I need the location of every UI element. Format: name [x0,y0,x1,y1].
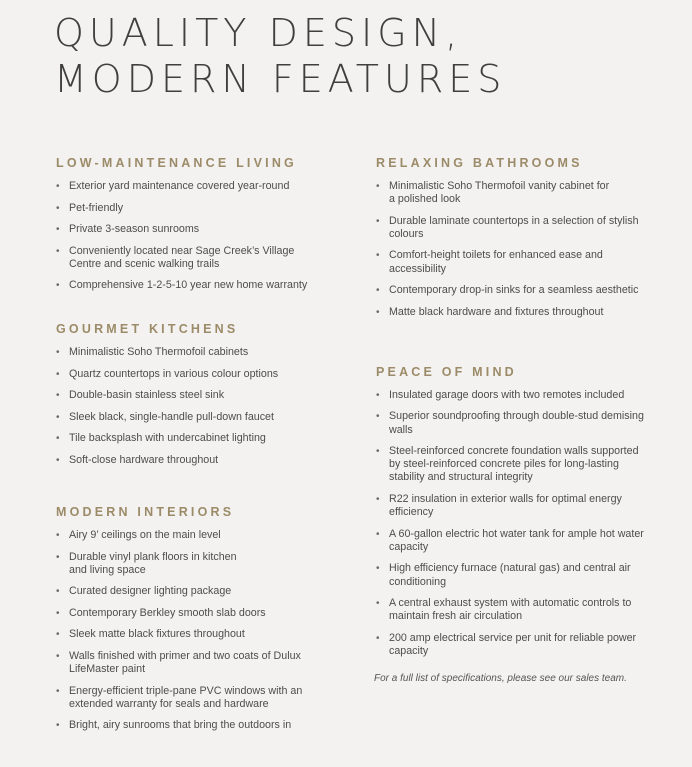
list-item: • Sleek matte black fixtures throughout [54,628,329,641]
feature-list [54,529,329,732]
footnote: For a full list of specifications, please see our sales team. [374,673,627,685]
section-low-maintenance [54,156,329,292]
page-title [54,10,506,102]
title-line-2: MODERN FEATURES [54,57,507,101]
list-item: • Tile backsplash with undercabinet lighting [54,432,329,445]
list-item: • 200 amp electrical service per unit for reliable power capacity [374,632,649,658]
list-item: • Durable vinyl plank floors in kitchen and living space [54,551,254,577]
list-item: • Pet-friendly [54,202,329,215]
feature-list [374,389,649,658]
list-item: • Curated designer lighting package [54,585,329,598]
list-item: • Minimalistic Soho Thermofoil cabinets [54,346,329,359]
list-item: • Durable laminate countertops in a selection of stylish colours [374,215,649,241]
list-item: • Energy-efficient triple-pane PVC windows with an extended warranty for seals and hardware [54,685,329,711]
list-item: • A 60-gallon electric hot water tank for ample hot water capacity [374,528,649,554]
list-item: • Soft-close hardware throughout [54,454,329,467]
list-item: • Bright, airy sunrooms that bring the outdoors in [54,719,329,732]
section-heading: LOW-MAINTENANCE LIVING [56,156,297,170]
list-item: • R22 insulation in exterior walls for optimal energy efficiency [374,493,649,519]
list-item: • Double-basin stainless steel sink [54,389,329,402]
list-item: • Minimalistic Soho Thermofoil vanity cabinet for a polished look [374,180,614,206]
left-column [54,156,329,758]
list-item: • Airy 9’ ceilings on the main level [54,529,329,542]
list-item: • A central exhaust system with automatic controls to maintain fresh air circulation [374,597,649,623]
list-item: • Matte black hardware and fixtures throughout [374,306,649,319]
section-heading: RELAXING BATHROOMS [376,156,583,170]
list-item: • Walls finished with primer and two coats of Dulux LifeMaster paint [54,650,329,676]
section-heading: MODERN INTERIORS [56,505,235,520]
feature-list [54,346,329,467]
list-item: • High efficiency furnace (natural gas) and central air conditioning [374,562,649,588]
list-item: • Conveniently located near Sage Creek’s Village Centre and scenic walking trails [54,245,329,271]
section-peace-of-mind [374,365,649,685]
list-item: • Sleek black, single-handle pull-down faucet [54,411,329,424]
title-line-1: QUALITY DESIGN, [54,11,463,55]
list-item: • Private 3-season sunrooms [54,223,329,236]
feature-list [54,180,329,292]
section-gourmet-kitchens [54,322,329,467]
list-item: • Comfort-height toilets for enhanced ease and accessibility [374,249,649,275]
list-item: • Superior soundproofing through double-stud demising walls [374,410,649,436]
list-item: • Comprehensive 1-2-5-10 year new home warranty [54,279,329,292]
list-item: • Insulated garage doors with two remotes included [374,389,649,402]
section-heading: GOURMET KITCHENS [56,322,239,337]
section-heading: PEACE OF MIND [376,364,517,379]
section-modern-interiors [54,505,329,732]
list-item: • Quartz countertops in various colour options [54,368,329,381]
list-item: • Contemporary drop-in sinks for a seamless aesthetic [374,284,649,297]
right-column [374,156,649,711]
section-relaxing-bathrooms [374,156,649,319]
list-item: • Contemporary Berkley smooth slab doors [54,607,329,620]
feature-list [374,180,649,319]
list-item: • Exterior yard maintenance covered year-round [54,180,329,193]
list-item: • Steel-reinforced concrete foundation walls supported by steel-reinforced concrete piles for long-lasting stability and structural integrity [374,445,649,485]
